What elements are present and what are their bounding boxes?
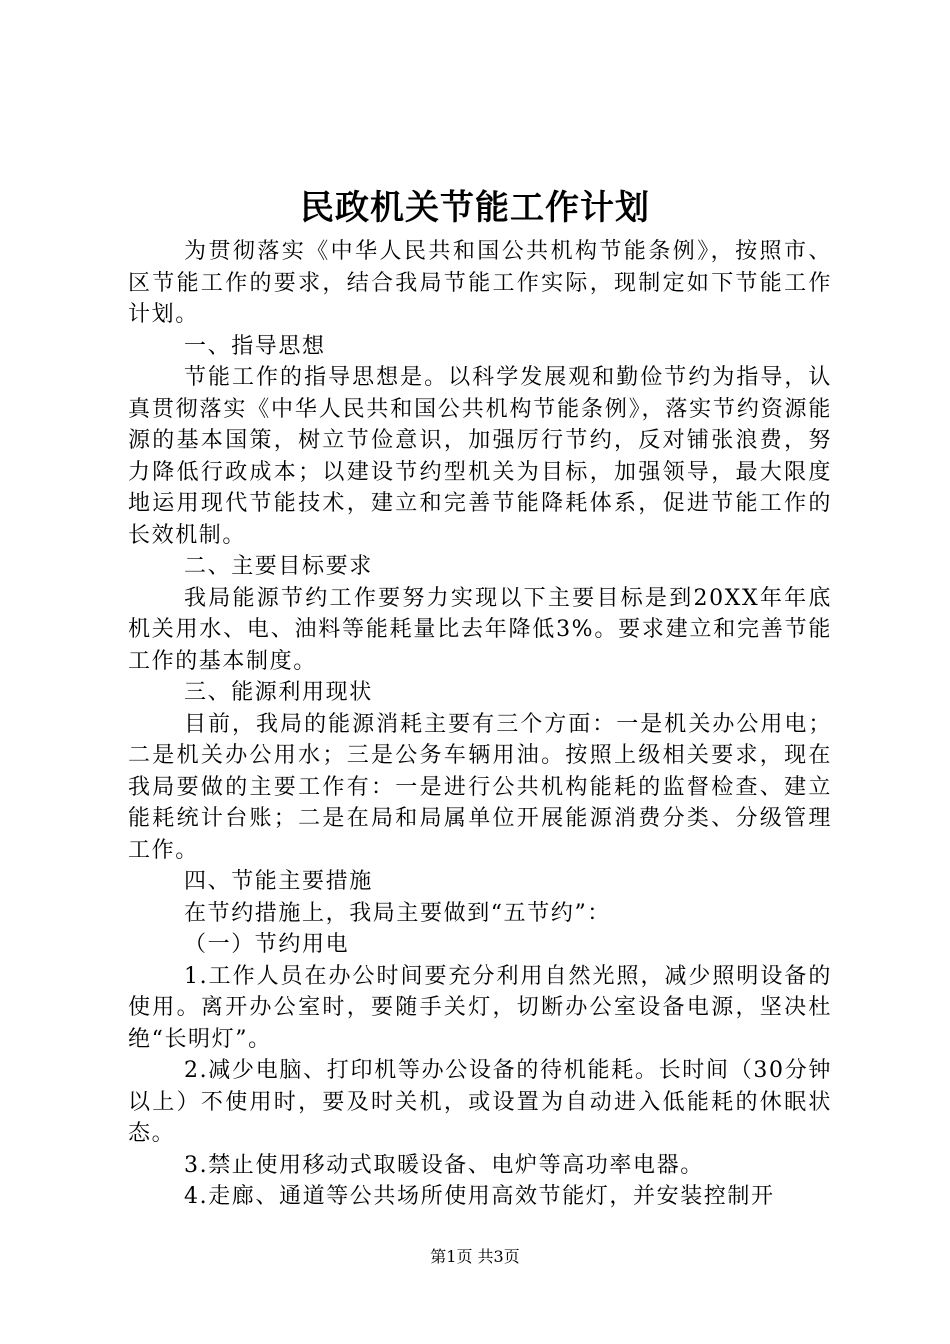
page-footer: 第1页 共3页 [430, 1247, 520, 1266]
list-item-2: 2.减少电脑、打印机等办公设备的待机能耗。长时间（30分钟以上）不使用时，要及时关机，或设置为自动进入低能耗的休眠状态。 [128, 1058, 832, 1146]
list-item-3: 3.禁止使用移动式取暖设备、电炉等高功率电器。 [184, 1152, 704, 1178]
section-heading-3: 三、能源利用现状 [184, 680, 373, 705]
section-heading-4: 四、节能主要措施 [184, 869, 373, 894]
document-body [128, 236, 832, 1213]
paragraph-energy-status: 目前，我局的能源消耗主要有三个方面：一是机关办公用电；二是机关办公用水；三是公务车辆用油。按照上级相关要求，现在我局要做的主要工作有：一是进行公共机构能耗的监督检查、建立能耗统计台账；二是在局和局属单位开展能源消费分类、分级管理工作。 [128, 711, 832, 863]
subsection-heading-electricity: （一）节约用电 [184, 932, 350, 957]
paragraph-guiding-thought: 节能工作的指导思想是。以科学发展观和勤俭节约为指导，认真贯彻落实《中华人民共和国公共机构节能条例》，落实节约资源能源的基本国策，树立节俭意识，加强厉行节约，反对铺张浪费，努力降低行政成本；以建设节约型机关为目标，加强领导，最大限度地运用现代节能技术，建立和完善节能降耗体系，促进节能工作的长效机制。 [128, 365, 832, 548]
list-item-4: 4.走廊、通道等公共场所使用高效节能灯，并安装控制开 [184, 1184, 775, 1209]
paragraph-intro: 为贯彻落实《中华人民共和国公共机构节能条例》，按照市、区节能工作的要求，结合我局节能工作实际，现制定如下节能工作计划。 [128, 239, 832, 327]
document-title: 民政机关节能工作计划 [300, 188, 650, 228]
paragraph-main-goals: 我局能源节约工作要努力实现以下主要目标是到20XX年年底机关用水、电、油料等能耗量比去年降低3%。要求建立和完善节能工作的基本制度。 [128, 585, 832, 674]
section-heading-2: 二、主要目标要求 [184, 554, 373, 579]
list-item-1: 1.工作人员在办公时间要充分利用自然光照，减少照明设备的使用。离开办公室时，要随手关灯，切断办公室设备电源，坚决杜绝“长明灯”。 [128, 963, 832, 1052]
paragraph-five-savings: 在节约措施上，我局主要做到“五节约”： [184, 900, 611, 926]
section-heading-1: 一、指导思想 [184, 333, 326, 359]
